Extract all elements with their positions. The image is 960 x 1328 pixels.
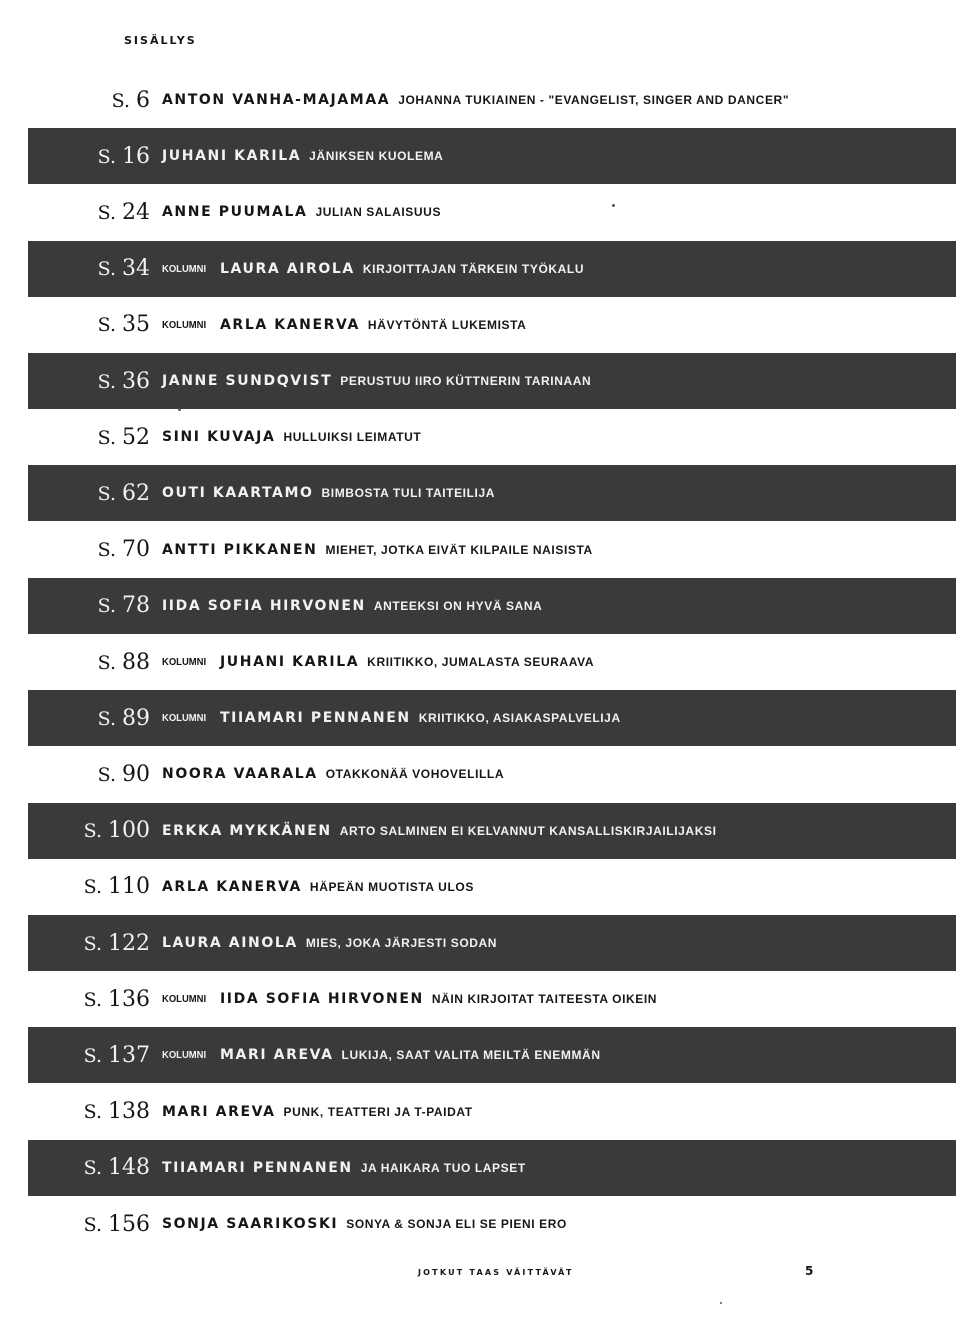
toc-page-prefix: S. (83, 988, 102, 1011)
toc-title: KRIITIKKO, JUMALASTA SEURAAVA (367, 655, 595, 669)
toc-author: ARLA KANERVA (220, 316, 360, 333)
footer-page-number: 5 (805, 1264, 814, 1278)
toc-page-value: 122 (108, 930, 150, 956)
toc-row (28, 297, 956, 353)
toc-title: KRIITIKKO, ASIAKASPALVELIJA (418, 711, 621, 726)
toc-title: PUNK, TEATTERI JA T-PAIDAT (283, 1104, 473, 1119)
toc-page-number (28, 537, 162, 562)
toc-row (28, 690, 956, 746)
toc-page-prefix: S. (83, 932, 102, 955)
toc-page-number (28, 1212, 162, 1237)
toc-page-number (28, 256, 162, 281)
toc-row (28, 915, 956, 971)
toc-author: SINI KUVAJA (162, 429, 276, 446)
toc-page-number (28, 481, 162, 506)
toc-page-prefix: S. (97, 651, 116, 674)
toc-author: JUHANI KARILA (220, 654, 360, 670)
toc-page-prefix: S. (97, 763, 116, 786)
toc-row (28, 184, 956, 240)
toc-author: LAURA AIROLA (220, 260, 355, 277)
toc-author: ERKKA MYKKÄNEN (162, 822, 332, 839)
toc-author: IIDA SOFIA HIRVONEN (162, 597, 366, 614)
toc-page-prefix: S. (97, 595, 116, 618)
toc-row (28, 72, 956, 128)
toc-page-value: 36 (122, 368, 150, 394)
toc-kolumni-label: KOLUMNI (162, 712, 207, 725)
toc-title: BIMBOSTA TULI TAITEILIJA (321, 486, 496, 501)
toc-page-value: 100 (108, 818, 150, 844)
toc-author: NOORA VAARALA (162, 766, 318, 783)
toc-page-number (28, 425, 162, 450)
toc-page-number (28, 369, 162, 394)
toc-page-number (28, 312, 162, 337)
footer-section-title: JOTKUT TAAS VÄITTÄVÄT (418, 1268, 574, 1277)
toc-author: SONJA SAARIKOSKI (162, 1216, 339, 1232)
toc-page-number (28, 650, 162, 675)
toc-kolumni-label: KOLUMNI (162, 318, 207, 331)
toc-row (28, 1027, 956, 1083)
toc-row (28, 1196, 956, 1252)
toc-page-prefix: S. (83, 1157, 102, 1180)
toc-page-prefix: S. (83, 1213, 102, 1236)
toc-title: ARTO SALMINEN EI KELVANNUT KANSALLISKIRJAILIJAKSI (339, 823, 717, 838)
toc-row (28, 578, 956, 634)
toc-title: MIEHET, JOTKA EIVÄT KILPAILE NAISISTA (325, 542, 593, 557)
toc-page-number (28, 762, 162, 787)
toc-page-prefix: S. (97, 426, 116, 449)
toc-title: ANTEEKSI ON HYVÄ SANA (373, 598, 543, 613)
toc-author: ANTON VANHA-MAJAMAA (162, 92, 391, 108)
toc-page-number (28, 144, 162, 169)
toc-page-number (28, 1043, 162, 1068)
toc-page-prefix: S. (83, 1044, 102, 1067)
toc-row (28, 1084, 956, 1140)
toc-author: ANNE PUUMALA (162, 204, 308, 221)
toc-title: JOHANNA TUKIAINEN - "EVANGELIST, SINGER AND DANCER" (398, 93, 790, 107)
toc-kolumni-label: KOLUMNI (162, 262, 207, 275)
toc-page-value: 62 (122, 480, 150, 506)
toc-title: JÄNIKSEN KUOLEMA (309, 149, 444, 164)
toc-heading: SISÄLLYS (124, 34, 197, 47)
toc-page-value: 6 (136, 87, 150, 113)
toc-author: ARLA KANERVA (162, 878, 302, 895)
toc-page-prefix: S. (83, 820, 102, 843)
toc-page-number (28, 931, 162, 956)
toc-author: OUTI KAARTAMO (162, 485, 314, 502)
toc-title: HÄVYTÖNTÄ LUKEMISTA (367, 317, 527, 332)
toc-page-number (28, 706, 162, 731)
toc-title: KIRJOITTAJAN TÄRKEIN TYÖKALU (362, 261, 585, 276)
toc-author: TIIAMARI PENNANEN (220, 710, 411, 727)
toc-page-number (28, 1099, 162, 1124)
toc-author: TIIAMARI PENNANEN (162, 1159, 353, 1176)
toc-page-value: 89 (122, 705, 150, 731)
toc-title: OTAKKONÄÄ VOHOVELILLA (325, 767, 505, 782)
toc-title: JULIAN SALAISUUS (315, 205, 442, 220)
toc-page-value: 34 (122, 256, 150, 282)
toc-page-value: 78 (122, 593, 150, 619)
toc-page-number (28, 818, 162, 843)
scan-speck (178, 408, 181, 411)
toc-row (28, 859, 956, 915)
toc-row (28, 241, 956, 297)
toc-title: NÄIN KIRJOITAT TAITEESTA OIKEIN (431, 992, 658, 1007)
toc-author: MARI AREVA (220, 1047, 334, 1064)
toc-page-prefix: S. (97, 539, 116, 562)
toc-row (28, 746, 956, 802)
toc-title: HULLUIKSI LEIMATUT (283, 430, 422, 445)
toc-page-value: 24 (122, 199, 150, 225)
toc-page-number (28, 200, 162, 225)
toc-row (28, 634, 956, 690)
toc-page-value: 90 (122, 761, 150, 787)
toc-kolumni-label: KOLUMNI (162, 1049, 207, 1062)
toc-author: ANTTI PIKKANEN (162, 541, 318, 558)
toc-row (28, 409, 956, 465)
toc-page-value: 138 (108, 1099, 150, 1125)
toc-page-value: 35 (122, 312, 150, 338)
toc-page-prefix: S. (97, 707, 116, 730)
toc-page-number (28, 88, 162, 113)
toc-page-value: 88 (122, 649, 150, 675)
toc-row (28, 1140, 956, 1196)
toc-page-prefix: S. (83, 876, 102, 899)
toc-title: PERUSTUU IIRO KÜTTNERIN TARINAAN (340, 374, 592, 388)
toc-page-number (28, 593, 162, 618)
toc-page-number (28, 987, 162, 1012)
toc-page-prefix: S. (97, 370, 116, 393)
toc-page-value: 137 (108, 1042, 150, 1068)
toc-page-number (28, 874, 162, 899)
toc-page-number (28, 1155, 162, 1180)
toc-page-prefix: S. (97, 258, 116, 281)
toc-row (28, 465, 956, 521)
toc-author: IIDA SOFIA HIRVONEN (220, 991, 424, 1008)
toc-author: JANNE SUNDQVIST (162, 373, 333, 389)
toc-page-value: 148 (108, 1155, 150, 1181)
toc-page-prefix: S. (97, 314, 116, 337)
toc-title: SONYA & SONJA ELI SE PIENI ERO (346, 1217, 567, 1231)
toc-author: LAURA AINOLA (162, 935, 298, 951)
toc-kolumni-label: KOLUMNI (162, 993, 207, 1006)
toc-title: LUKIJA, SAAT VALITA MEILTÄ ENEMMÄN (341, 1048, 601, 1063)
toc-author: JUHANI KARILA (162, 148, 302, 165)
toc-page-prefix: S. (97, 482, 116, 505)
toc-author: MARI AREVA (162, 1103, 276, 1120)
toc-page-prefix: S. (97, 201, 116, 224)
toc-kolumni-label: KOLUMNI (162, 656, 207, 668)
toc-page-value: 156 (108, 1211, 150, 1237)
toc-page-value: 16 (122, 143, 150, 169)
toc-title: JA HAIKARA TUO LAPSET (360, 1160, 526, 1175)
toc-page-value: 136 (108, 986, 150, 1012)
toc-title: MIES, JOKA JÄRJESTI SODAN (305, 936, 498, 950)
toc-page-value: 110 (108, 874, 150, 900)
toc-title: HÄPEÄN MUOTISTA ULOS (309, 879, 474, 894)
toc-row (28, 353, 956, 409)
toc-page-prefix: S. (97, 145, 116, 168)
toc-row (28, 522, 956, 578)
toc-page-prefix: S. (111, 89, 130, 112)
scan-speck (720, 1302, 722, 1304)
toc-page-prefix: S. (83, 1101, 102, 1124)
toc-page-value: 70 (122, 537, 150, 563)
scan-speck (612, 204, 615, 207)
toc-row (28, 803, 956, 859)
toc-row (28, 971, 956, 1027)
toc-page-value: 52 (122, 424, 150, 450)
toc-row (28, 128, 956, 184)
